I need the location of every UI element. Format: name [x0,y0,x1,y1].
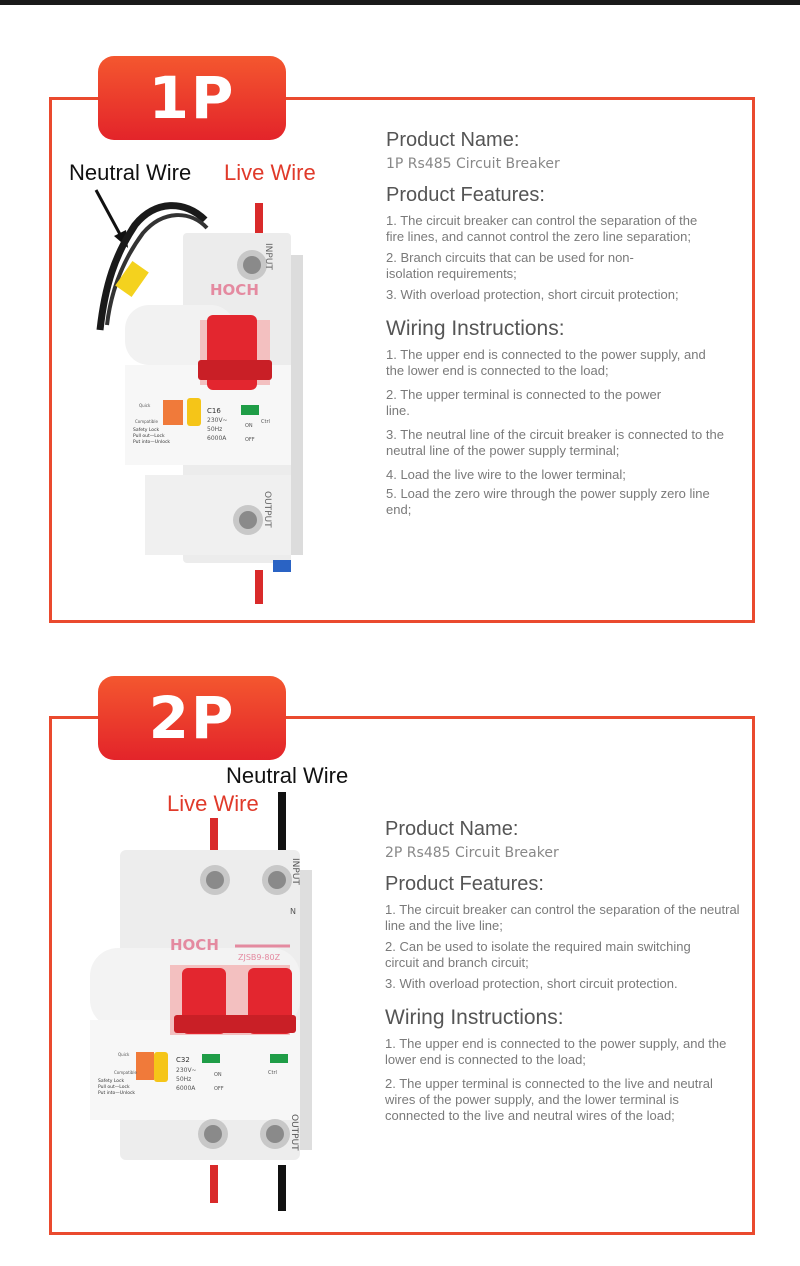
input-1p-text: INPUT [263,243,273,270]
ctrl-2p-text: Ctrl [268,1070,277,1076]
section-1p-text [386,129,746,518]
feature-item: 2. Can be used to isolate the required main switching circuit and branch circuit; [385,939,691,970]
wiring-item: 2. The upper terminal is connected to the power line. [386,387,662,418]
features-heading: Product Features: [386,184,545,206]
neutral-wire-bottom [278,1165,286,1211]
n-2p-text: N [290,907,296,916]
on-1p-text: ON [245,423,253,429]
brand-1p-text: HOCH [210,281,259,299]
capacity-2p-text: 6000A [176,1085,196,1092]
off-1p-text: OFF [245,437,255,443]
quick-1p-text: Quick [139,403,151,408]
freq-2p-text: 50Hz [176,1076,192,1083]
output-1p-text: OUTPUT [262,491,272,528]
neutral-wire-top [278,792,286,854]
wiring-item: 1. The upper end is connected to the power supply, and the lower end is connected to the load; [386,347,706,378]
capacity-1p-text: 6000A [207,435,227,442]
ctrl-1p-text: Ctrl [261,419,270,425]
wiring-heading: Wiring Instructions: [385,1006,564,1029]
put-into-1p-text: Put into—Unlock [133,440,171,445]
feature-item: 1. The circuit breaker can control the separation of the fire lines, and cannot control the zero line separation; [386,213,698,244]
pull-out-2p-text: Pull out—Lock [98,1085,130,1090]
live-wire-top [210,818,218,854]
product-name-heading: Product Name: [386,129,520,151]
wiring-item: 5. Load the zero wire through the power supply zero line end; [386,486,710,517]
feature-item: 3. With overload protection, short circuit protection. [385,976,678,991]
input-2p-text: INPUT [290,858,300,885]
feature-item: 3. With overload protection, short circuit protection; [386,287,679,302]
product-name: 2P Rs485 Circuit Breaker [385,845,559,861]
breaker-1p-image [95,195,310,580]
top-bar [0,0,800,5]
quick-2p-text: Quick [118,1052,130,1057]
compatible-1p-text: Compatible [135,419,158,424]
freq-1p-text: 50Hz [207,426,223,433]
breaker-2p-image [90,850,320,1170]
voltage-2p-text: 230V~ [176,1067,197,1074]
badge-2p: 2P [98,676,286,760]
neutral-wire-label: Neutral Wire [226,763,349,788]
safety-lock-2p-text: Safety Lock [98,1079,125,1084]
safety-lock-1p-text: Safety Lock [133,428,160,433]
live-wire-label: Live Wire [167,791,259,816]
feature-item: 2. Branch circuits that can be used for non-isolation requirements; [386,250,634,281]
feature-item: 1. The circuit breaker can control the separation of the neutral line and the live line; [385,902,740,933]
model-2p-text: ZJSB9-80Z [238,953,281,962]
wiring-item: 1. The upper end is connected to the power supply, and the lower end is connected to the load; [385,1036,727,1067]
wiring-item: 2. The upper terminal is connected to the live and neutral wires of the power supply, and the lower terminal is connected to the live and neutral wires of the load; [385,1076,713,1123]
rating-2p-text: C32 [176,1056,190,1064]
live-wire-bottom [210,1165,218,1203]
rating-1p-text: C16 [207,407,221,415]
pull-out-1p-text: Pull out—Lock [133,434,165,439]
put-into-2p-text: Put into—Unlock [98,1091,136,1096]
compatible-2p-text: Compatible [114,1070,137,1075]
live-wire-label: Live Wire [224,160,316,185]
product-name-heading: Product Name: [385,818,519,840]
wiring-heading: Wiring Instructions: [386,317,565,340]
features-heading: Product Features: [385,873,544,895]
output-2p-text: OUTPUT [289,1114,299,1151]
wiring-item: 3. The neutral line of the circuit breaker is connected to the neutral line of the power supply terminal; [386,427,724,458]
product-name: 1P Rs485 Circuit Breaker [386,156,560,172]
off-2p-text: OFF [214,1086,224,1092]
wiring-item: 4. Load the live wire to the lower terminal; [386,467,626,482]
neutral-wire-label: Neutral Wire [69,160,192,185]
badge-1p: 1P [98,56,286,140]
brand-2p-text: HOCH [170,936,219,954]
voltage-1p-text: 230V~ [207,417,228,424]
section-2p-text [385,818,745,1124]
on-2p-text: ON [214,1072,222,1078]
